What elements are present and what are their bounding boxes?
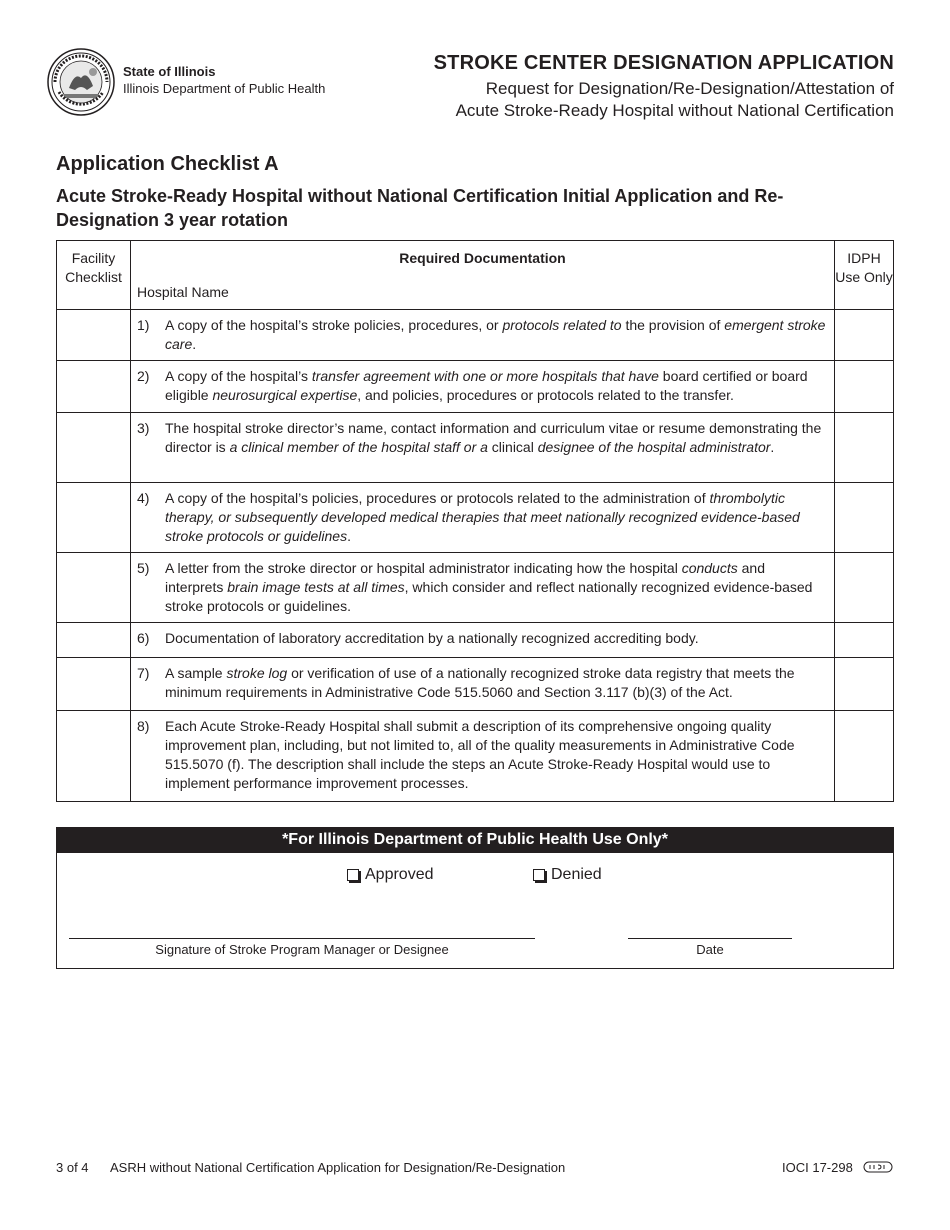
checklist-heading: Application Checklist A <box>56 153 279 175</box>
document-title: STROKE CENTER DESIGNATION APPLICATION <box>433 52 894 74</box>
table-row <box>57 623 894 658</box>
table-row <box>57 658 894 711</box>
requirement-number: 8) <box>137 718 150 734</box>
requirement-cell <box>131 310 835 361</box>
requirement-number: 1) <box>137 317 150 333</box>
requirement-number: 2) <box>137 368 150 384</box>
page-number: 3 of 4 <box>56 1160 89 1175</box>
approved-option[interactable] <box>347 866 434 884</box>
requirement-text: Each Acute Stroke-Ready Hospital shall submit a description of its comprehensive ongoing quality improvement plan, including, but not limited to, all of the quality measurements in Administrative Code 515.5070 (f). The description shall include the steps an Acute Stroke-Ready Hospital would use to implement performance improvement processes. <box>165 718 795 791</box>
requirement-number: 6) <box>137 630 150 646</box>
requirement-number: 3) <box>137 420 150 436</box>
requirement-number: 5) <box>137 560 150 576</box>
required-documentation-header <box>131 241 835 310</box>
footer-form-title: ASRH without National Certification Application for Designation/Re-Designation <box>110 1160 566 1175</box>
requirement-cell <box>131 711 835 802</box>
requirement-text: A sample stroke log or verification of use of a nationally recognized stroke data registry that meets the minimum requirements in Administrative Code 515.5060 and Section 3.117 (b)(3) of the Act. <box>165 665 795 700</box>
agency-block <box>123 63 325 97</box>
idph-use-cell[interactable] <box>835 361 894 413</box>
idph-use-cell[interactable] <box>835 711 894 802</box>
printer-recycle-icon <box>863 1160 893 1174</box>
idph-use-cell[interactable] <box>835 553 894 623</box>
state-name: State of Illinois <box>123 64 216 79</box>
denied-label: Denied <box>551 866 602 883</box>
approved-label: Approved <box>365 866 434 883</box>
facility-checklist-cell[interactable] <box>57 658 131 711</box>
requirement-cell <box>131 413 835 483</box>
table-row <box>57 483 894 553</box>
facility-checklist-header: Facility Checklist <box>57 241 131 310</box>
date-label: Date <box>696 942 724 957</box>
denied-option[interactable] <box>533 866 602 884</box>
table-header-row <box>57 241 894 310</box>
denied-checkbox[interactable] <box>533 869 545 881</box>
requirement-text: A copy of the hospital’s stroke policies, procedures, or protocols related to the provision of emergent stroke care. <box>165 317 826 352</box>
signature-label: Signature of Stroke Program Manager or Designee <box>155 942 449 957</box>
idph-use-cell[interactable] <box>835 483 894 553</box>
requirement-rows <box>57 310 894 802</box>
facility-checklist-cell[interactable] <box>57 623 131 658</box>
document-header <box>434 52 894 122</box>
requirement-text: A letter from the stroke director or hospital administrator indicating how the hospital conducts and interprets brain image tests at all times, which consider and reflect nationally recognized evidence-based stroke protocols or guidelines. <box>165 560 813 614</box>
state-seal-logo <box>47 48 115 116</box>
facility-checklist-cell[interactable] <box>57 483 131 553</box>
idph-use-cell[interactable] <box>835 658 894 711</box>
idph-use-cell[interactable] <box>835 623 894 658</box>
requirement-text: A copy of the hospital’s policies, procedures or protocols related to the administration of thrombolytic therapy, or subsequently developed medical therapies that meet nationally recognized evidence-based stroke protocols or guidelines. <box>165 490 800 544</box>
document-subtitle-line2: Acute Stroke-Ready Hospital without National Certification <box>455 101 894 120</box>
idph-use-cell[interactable] <box>835 413 894 483</box>
requirement-cell <box>131 483 835 553</box>
facility-checklist-cell[interactable] <box>57 361 131 413</box>
requirement-number: 7) <box>137 665 150 681</box>
required-documentation-label: Required Documentation <box>399 250 566 266</box>
table-row <box>57 413 894 483</box>
requirement-cell <box>131 623 835 658</box>
requirement-cell <box>131 553 835 623</box>
idph-use-only-box <box>56 827 894 969</box>
table-row <box>57 310 894 361</box>
signature-line[interactable] <box>69 938 535 939</box>
table-row <box>57 711 894 802</box>
table-row <box>57 553 894 623</box>
requirement-text: A copy of the hospital’s transfer agreement with one or more hospitals that have board certified or board eligible neurosurgical expertise, and policies, procedures or protocols related to the transfer. <box>165 368 808 403</box>
facility-checklist-cell[interactable] <box>57 711 131 802</box>
form-number: IOCI 17-298 <box>782 1160 853 1175</box>
document-subtitle-line1: Request for Designation/Re-Designation/Attestation of <box>485 79 894 98</box>
table-row <box>57 361 894 413</box>
approved-checkbox[interactable] <box>347 869 359 881</box>
facility-checklist-cell[interactable] <box>57 413 131 483</box>
idph-use-cell[interactable] <box>835 310 894 361</box>
facility-checklist-cell[interactable] <box>57 310 131 361</box>
idph-use-only-bar: *For Illinois Department of Public Health Use Only* <box>57 828 893 853</box>
checklist-subheading: Acute Stroke-Ready Hospital without National Certification Initial Application and Re-Designation 3 year rotation <box>56 186 784 230</box>
requirement-text: The hospital stroke director’s name, contact information and curriculum vitae or resume demonstrating the director is a clinical member of the hospital staff or a clinical designee of the hospital administrator. <box>165 420 822 455</box>
facility-checklist-cell[interactable] <box>57 553 131 623</box>
required-documentation-table <box>56 240 894 802</box>
requirement-number: 4) <box>137 490 150 506</box>
hospital-name-label: Hospital Name <box>137 284 229 300</box>
requirement-cell <box>131 658 835 711</box>
requirement-cell <box>131 361 835 413</box>
department-name: Illinois Department of Public Health <box>123 81 326 96</box>
date-line[interactable] <box>628 938 792 939</box>
idph-use-only-header: IDPH Use Only <box>835 241 894 310</box>
requirement-text: Documentation of laboratory accreditation by a nationally recognized accrediting body. <box>165 630 699 646</box>
